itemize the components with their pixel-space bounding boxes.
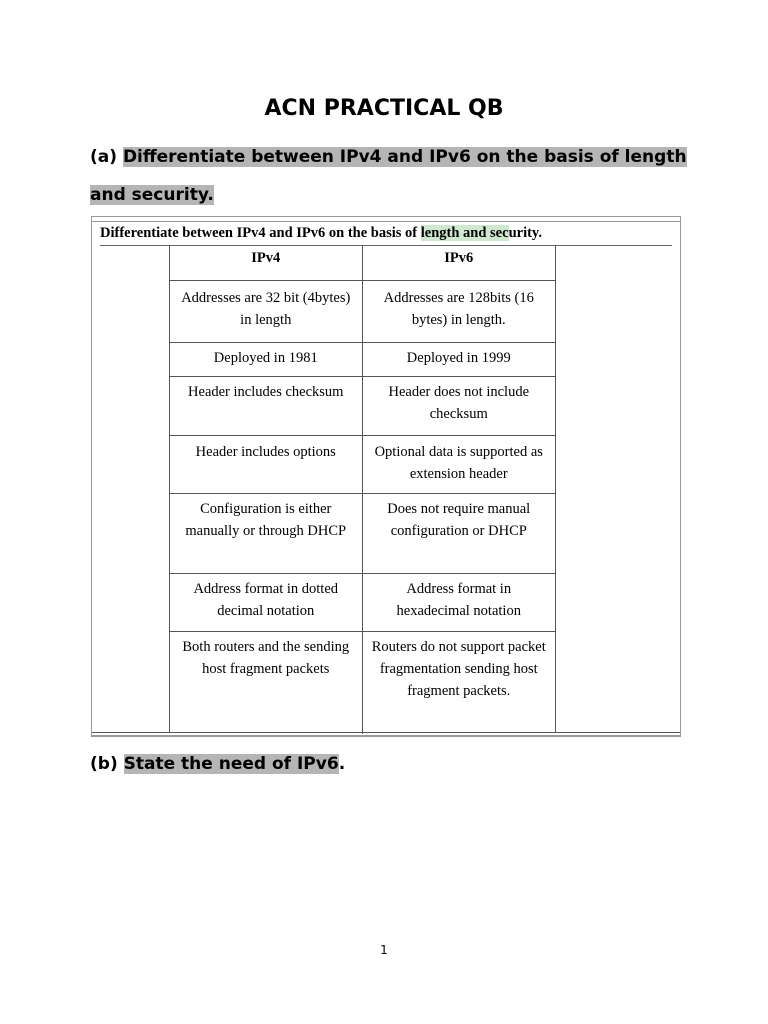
question-b-period: . bbox=[338, 754, 346, 774]
question-b bbox=[90, 745, 690, 783]
ipv6-cell: Address format in hexadecimal notation bbox=[362, 573, 555, 631]
ipv6-cell: Optional data is supported as extension header bbox=[362, 435, 555, 493]
ipv6-cell: Routers do not support packet fragmentation sending host fragment packets. bbox=[371, 638, 546, 699]
table-row bbox=[170, 435, 555, 493]
table-row bbox=[170, 280, 555, 342]
caption-highlight: length and sec bbox=[420, 225, 509, 241]
ipv4-cell: Deployed in 1981 bbox=[170, 342, 362, 376]
ipv4-cell: Both routers and the sending host fragment packets bbox=[170, 631, 362, 734]
ipv6-cell: Header does not include checksum bbox=[362, 376, 555, 435]
table-row bbox=[170, 376, 555, 435]
table-header-row bbox=[170, 245, 555, 280]
question-a bbox=[90, 138, 690, 214]
scan-bottom-border bbox=[92, 735, 680, 736]
ipv6-cell: Addresses are 128bits (16 bytes) in length. bbox=[362, 280, 555, 342]
page-title: ACN PRACTICAL QB bbox=[264, 96, 504, 121]
table-row bbox=[170, 493, 555, 573]
question-a-text: Differentiate between IPv4 and IPv6 on the basis of length and security. bbox=[90, 147, 687, 205]
question-a-label: (a) bbox=[90, 147, 123, 167]
ipv4-cell: Configuration is either manually or through DHCP bbox=[170, 493, 362, 573]
header-ipv4: IPv4 bbox=[170, 245, 362, 280]
ipv4-cell: Address format in dotted decimal notation bbox=[170, 573, 362, 631]
header-ipv6: IPv6 bbox=[362, 245, 555, 280]
table-row bbox=[170, 342, 555, 376]
table-rule bbox=[92, 732, 680, 733]
ipv4-cell: Header includes checksum bbox=[170, 376, 362, 435]
caption-start: Differentiate between IPv4 and IPv6 on the basis of bbox=[100, 225, 421, 241]
ipv4-cell: Header includes options bbox=[170, 435, 362, 493]
table-row bbox=[170, 631, 555, 734]
caption-end: urity. bbox=[508, 225, 542, 241]
ipv4-cell: Addresses are 32 bit (4bytes) in length bbox=[170, 280, 362, 342]
table-rule bbox=[555, 245, 556, 733]
ipv6-cell: Does not require manual configuration or DHCP bbox=[362, 493, 555, 573]
question-b-label: (b) bbox=[90, 754, 124, 774]
ipv6-cell: Deployed in 1999 bbox=[362, 342, 555, 376]
question-b-text: State the need of IPv6 bbox=[123, 754, 339, 774]
table-caption bbox=[100, 225, 672, 246]
page-number: 1 bbox=[380, 943, 388, 957]
table-row bbox=[170, 573, 555, 631]
scanned-table-image bbox=[91, 216, 681, 737]
comparison-table bbox=[170, 245, 555, 734]
scan-top-border bbox=[92, 217, 680, 222]
